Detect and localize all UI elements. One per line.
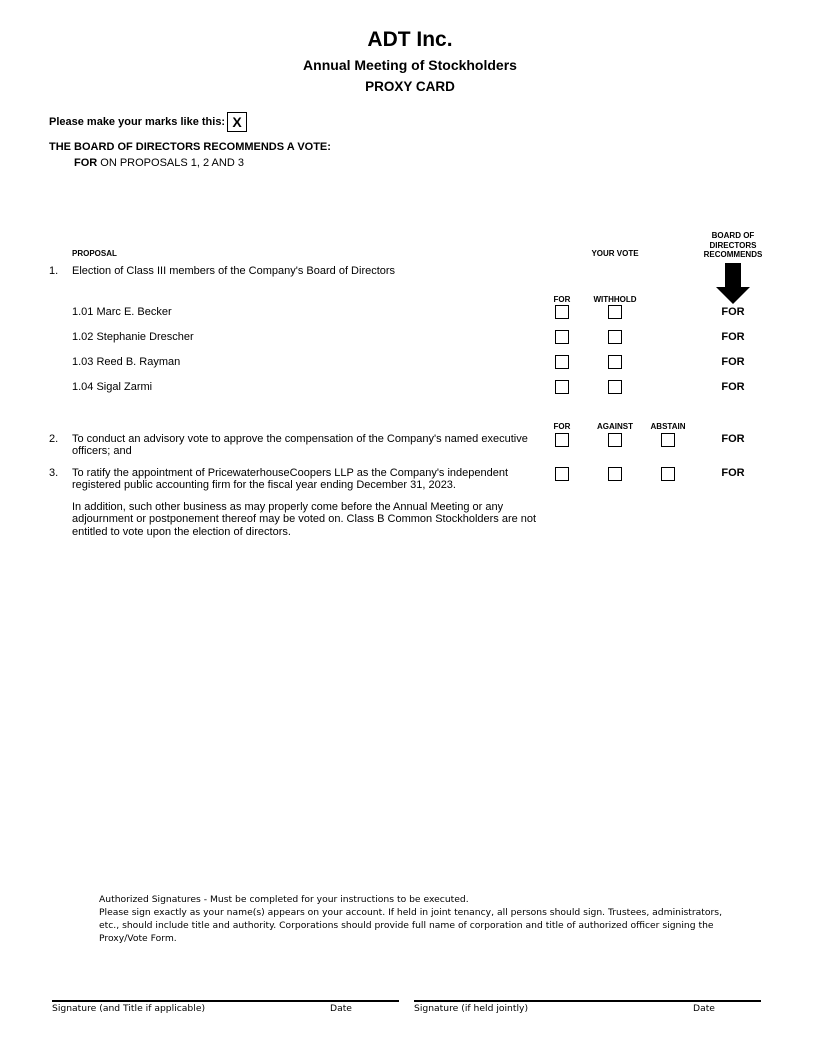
other-business-text: In addition, such other business as may properly come before the Annual Meeting or any adjournment or postponement thereof may be voted on. Class B Common Stockholders are not entitled to vote upon the election of directors. [72, 501, 537, 538]
abstain-header: ABSTAIN [650, 422, 686, 431]
proposal2-for-checkbox[interactable] [555, 433, 569, 447]
board-for-rest: ON PROPOSALS 1, 2 AND 3 [97, 157, 244, 169]
auth-instructions: Please sign exactly as your name(s) appears on your account. If held in joint tenancy, all persons should sign. Trustees, administrators, etc., should include title and authority. Corporations should provide full name of corporation and title of authorized officer signing the Proxy/Vote Form. [99, 907, 723, 944]
nominee-label: 1.01 Marc E. Becker [72, 306, 172, 318]
signature2-label: Signature (if held jointly) [414, 1003, 529, 1014]
nominee-label: 1.04 Sigal Zarmi [72, 381, 153, 393]
p1-withhold-header: WITHHOLD [593, 295, 637, 304]
signature1-label: Signature (and Title if applicable) [52, 1003, 206, 1014]
proposal2-against-checkbox[interactable] [608, 433, 622, 447]
board-rec-line2: DIRECTORS [709, 240, 757, 250]
nominee-label: 1.03 Reed B. Rayman [72, 356, 181, 368]
nominee1-recommendation: FOR [721, 306, 745, 318]
board-rec-line3: RECOMMENDS [703, 250, 763, 259]
board-rec-line1: BOARD OF [711, 231, 755, 240]
proposal2-abstain-checkbox[interactable] [661, 433, 675, 447]
nominee2-for-checkbox[interactable] [555, 330, 569, 344]
proposal2-number: 2. [49, 433, 59, 445]
for-header: FOR [553, 422, 571, 431]
authorized-signatures-block [99, 893, 739, 945]
nominee3-for-checkbox[interactable] [555, 355, 569, 369]
nominee2-recommendation: FOR [721, 331, 745, 343]
date2-label: Date [693, 1003, 715, 1014]
meeting-title: Annual Meeting of Stockholders [303, 57, 517, 73]
nominee1-withhold-checkbox[interactable] [608, 305, 622, 319]
nominee2-withhold-checkbox[interactable] [608, 330, 622, 344]
proposal3-against-checkbox[interactable] [608, 467, 622, 481]
signature-line-2[interactable] [414, 1000, 761, 1002]
p1-for-header: FOR [553, 295, 571, 304]
proposal2-text: To conduct an advisory vote to approve the compensation of the Company's named executive officers; and [72, 433, 528, 458]
auth-title: Authorized Signatures - Must be completed for your instructions to be executed. [99, 894, 469, 905]
nominee4-for-checkbox[interactable] [555, 380, 569, 394]
down-arrow-icon [715, 263, 751, 305]
nominee4-recommendation: FOR [721, 381, 745, 393]
proposal3-abstain-checkbox[interactable] [661, 467, 675, 481]
your-vote-column-header: YOUR VOTE [591, 249, 639, 258]
nominee-label: 1.02 Stephanie Drescher [72, 331, 194, 343]
date1-label: Date [330, 1003, 352, 1014]
proposal-column-header: PROPOSAL [72, 249, 117, 258]
nominee4-withhold-checkbox[interactable] [608, 380, 622, 394]
against-header: AGAINST [597, 422, 633, 431]
proposal3-text: To ratify the appointment of PricewaterhouseCoopers LLP as the Company's independent registered public accounting firm for the fiscal year ending December 31, 2023. [72, 467, 509, 492]
nominee3-recommendation: FOR [721, 356, 745, 368]
company-title: ADT Inc. [367, 28, 453, 51]
proposal3-for-checkbox[interactable] [555, 467, 569, 481]
marks-example-box: X [227, 112, 247, 132]
board-recommendation-summary [74, 157, 244, 169]
card-title: PROXY CARD [365, 79, 455, 94]
nominee1-for-checkbox[interactable] [555, 305, 569, 319]
signature-line-1[interactable] [52, 1000, 399, 1002]
proposal1-number: 1. [49, 265, 59, 277]
proposal3-recommendation: FOR [721, 467, 745, 479]
proposal1-text: Election of Class III members of the Company's Board of Directors [72, 265, 396, 277]
proposal3-number: 3. [49, 467, 59, 479]
board-recommends-heading: THE BOARD OF DIRECTORS RECOMMENDS A VOTE: [49, 141, 331, 153]
proposal2-recommendation: FOR [721, 433, 745, 445]
board-recommends-column-header [698, 231, 768, 260]
marks-instruction: Please make your marks like this: [49, 116, 226, 128]
board-for-bold: FOR [74, 157, 98, 169]
nominee3-withhold-checkbox[interactable] [608, 355, 622, 369]
